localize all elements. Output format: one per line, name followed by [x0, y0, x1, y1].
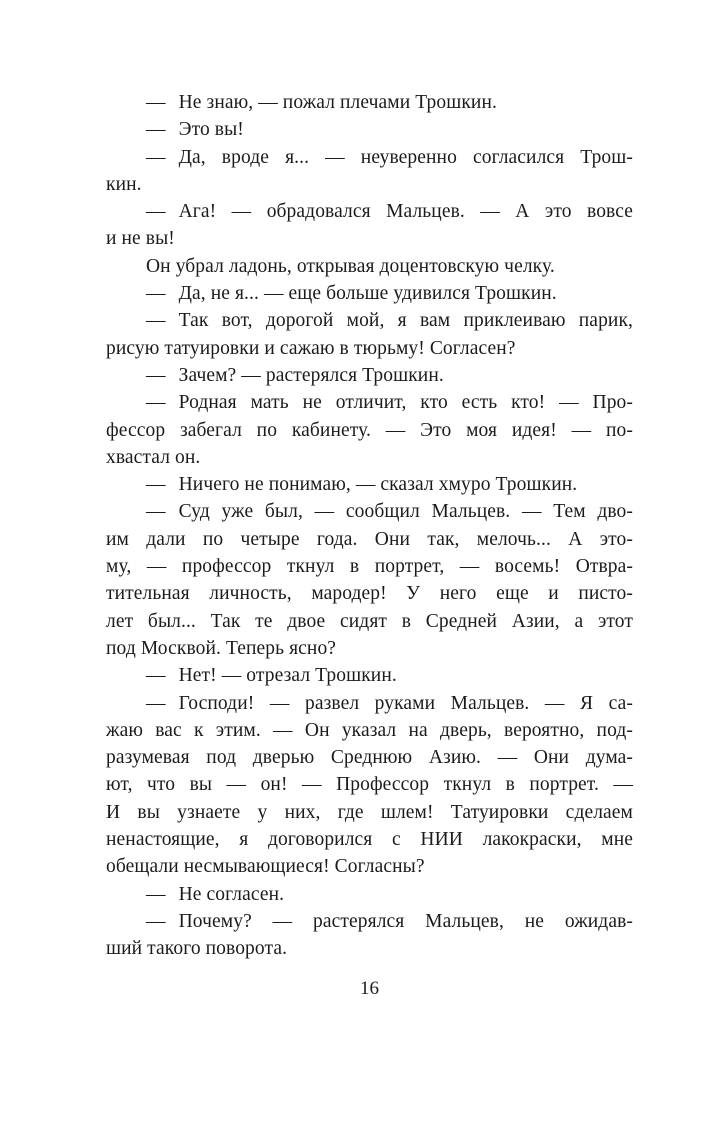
text-line: Он убрал ладонь, открывая доцентовскую челку. — [146, 255, 555, 277]
dialogue-dash: — — [146, 501, 166, 523]
text-line: — Зачем? — растерялся Трошкин. — [146, 364, 444, 386]
dialogue-dash: — — [146, 146, 166, 168]
text-line: — Родная мать не отличит, кто есть кто! — Про- — [146, 392, 633, 414]
dialogue-dash: — — [146, 92, 166, 113]
text-line: хвастал он. — [106, 446, 201, 468]
text-line: тительная личность, мародер! У него еще и писто- — [106, 583, 633, 605]
paragraph — [106, 89, 633, 116]
text-line: фессор забегал по кабинету. — Это моя идея! — по- — [106, 419, 633, 441]
text-line: — Не знаю, — пожал плечами Трошкин. — [146, 92, 497, 113]
text-line: — Да, вроде я... — неуверенно согласился Трош- — [146, 146, 633, 168]
text-line: — Суд уже был, — сообщил Мальцев. — Тем дво- — [146, 501, 633, 523]
paragraph — [106, 471, 633, 498]
paragraph — [106, 198, 633, 253]
page-text — [106, 89, 633, 963]
text-line: — Не согласен. — [146, 883, 285, 905]
text-line: — Так вот, дорогой мой, я вам приклеиваю парик, — [146, 310, 633, 332]
text-line: И вы узнаете у них, где шлем! Татуировки сделаем — [106, 801, 633, 823]
dialogue-dash: — — [146, 474, 166, 496]
text-line: разумевая под дверью Среднюю Азию. — Они дума- — [106, 747, 633, 769]
text-line: и не вы! — [106, 228, 175, 250]
text-line: ший такого поворота. — [106, 938, 288, 960]
paragraph — [106, 280, 633, 307]
page-number: 16 — [360, 978, 379, 999]
text-line: ненастоящие, я договорился с НИИ лакокраски, мне — [106, 829, 633, 851]
text-line: му, — профессор ткнул в портрет, — восемь! Отвра- — [106, 556, 633, 578]
text-line: — Почему? — растерялся Мальцев, не ожидав- — [146, 910, 633, 932]
text-line: — Ничего не понимаю, — сказал хмуро Трошкин. — [146, 474, 578, 496]
dialogue-dash: — — [146, 283, 166, 305]
paragraph — [106, 144, 633, 199]
paragraph — [106, 389, 633, 471]
text-line: лет был... Так те двое сидят в Средней Азии, а этот — [106, 610, 633, 632]
text-line: кин. — [106, 173, 142, 195]
text-line: жаю вас к этим. — Он указал на дверь, вероятно, под- — [106, 719, 633, 741]
paragraph — [106, 307, 633, 362]
dialogue-dash: — — [146, 364, 166, 386]
paragraph — [106, 116, 633, 143]
text-line: — Нет! — отрезал Трошкин. — [146, 665, 397, 687]
text-line: им дали по четыре года. Они так, мелочь... А это- — [106, 528, 633, 550]
paragraph — [106, 881, 633, 908]
dialogue-dash: — — [146, 910, 166, 932]
dialogue-dash: — — [146, 692, 166, 714]
dialogue-dash: — — [146, 119, 166, 141]
paragraph — [106, 498, 633, 662]
paragraph — [106, 662, 633, 689]
text-line: ют, что вы — он! — Профессор ткнул в портрет. — — [106, 774, 633, 796]
paragraph — [106, 908, 633, 963]
paragraph — [106, 253, 633, 280]
text-line: рисую татуировки и сажаю в тюрьму! Согласен? — [106, 337, 516, 359]
text-line: — Ага! — обрадовался Мальцев. — А это вовсе — [146, 201, 633, 223]
text-line: обещали несмывающиеся! Согласны? — [106, 856, 425, 878]
paragraph — [106, 690, 633, 881]
text-line: — Да, не я... — еще больше удивился Трошкин. — [146, 283, 557, 305]
dialogue-dash: — — [146, 392, 166, 414]
dialogue-dash: — — [146, 201, 166, 223]
paragraph — [106, 362, 633, 389]
text-line: — Это вы! — [146, 119, 244, 141]
dialogue-dash: — — [146, 883, 166, 905]
text-line: под Москвой. Теперь ясно? — [106, 637, 337, 659]
text-line: — Господи! — развел руками Мальцев. — Я са- — [146, 692, 633, 714]
dialogue-dash: — — [146, 665, 166, 687]
dialogue-dash: — — [146, 310, 166, 332]
